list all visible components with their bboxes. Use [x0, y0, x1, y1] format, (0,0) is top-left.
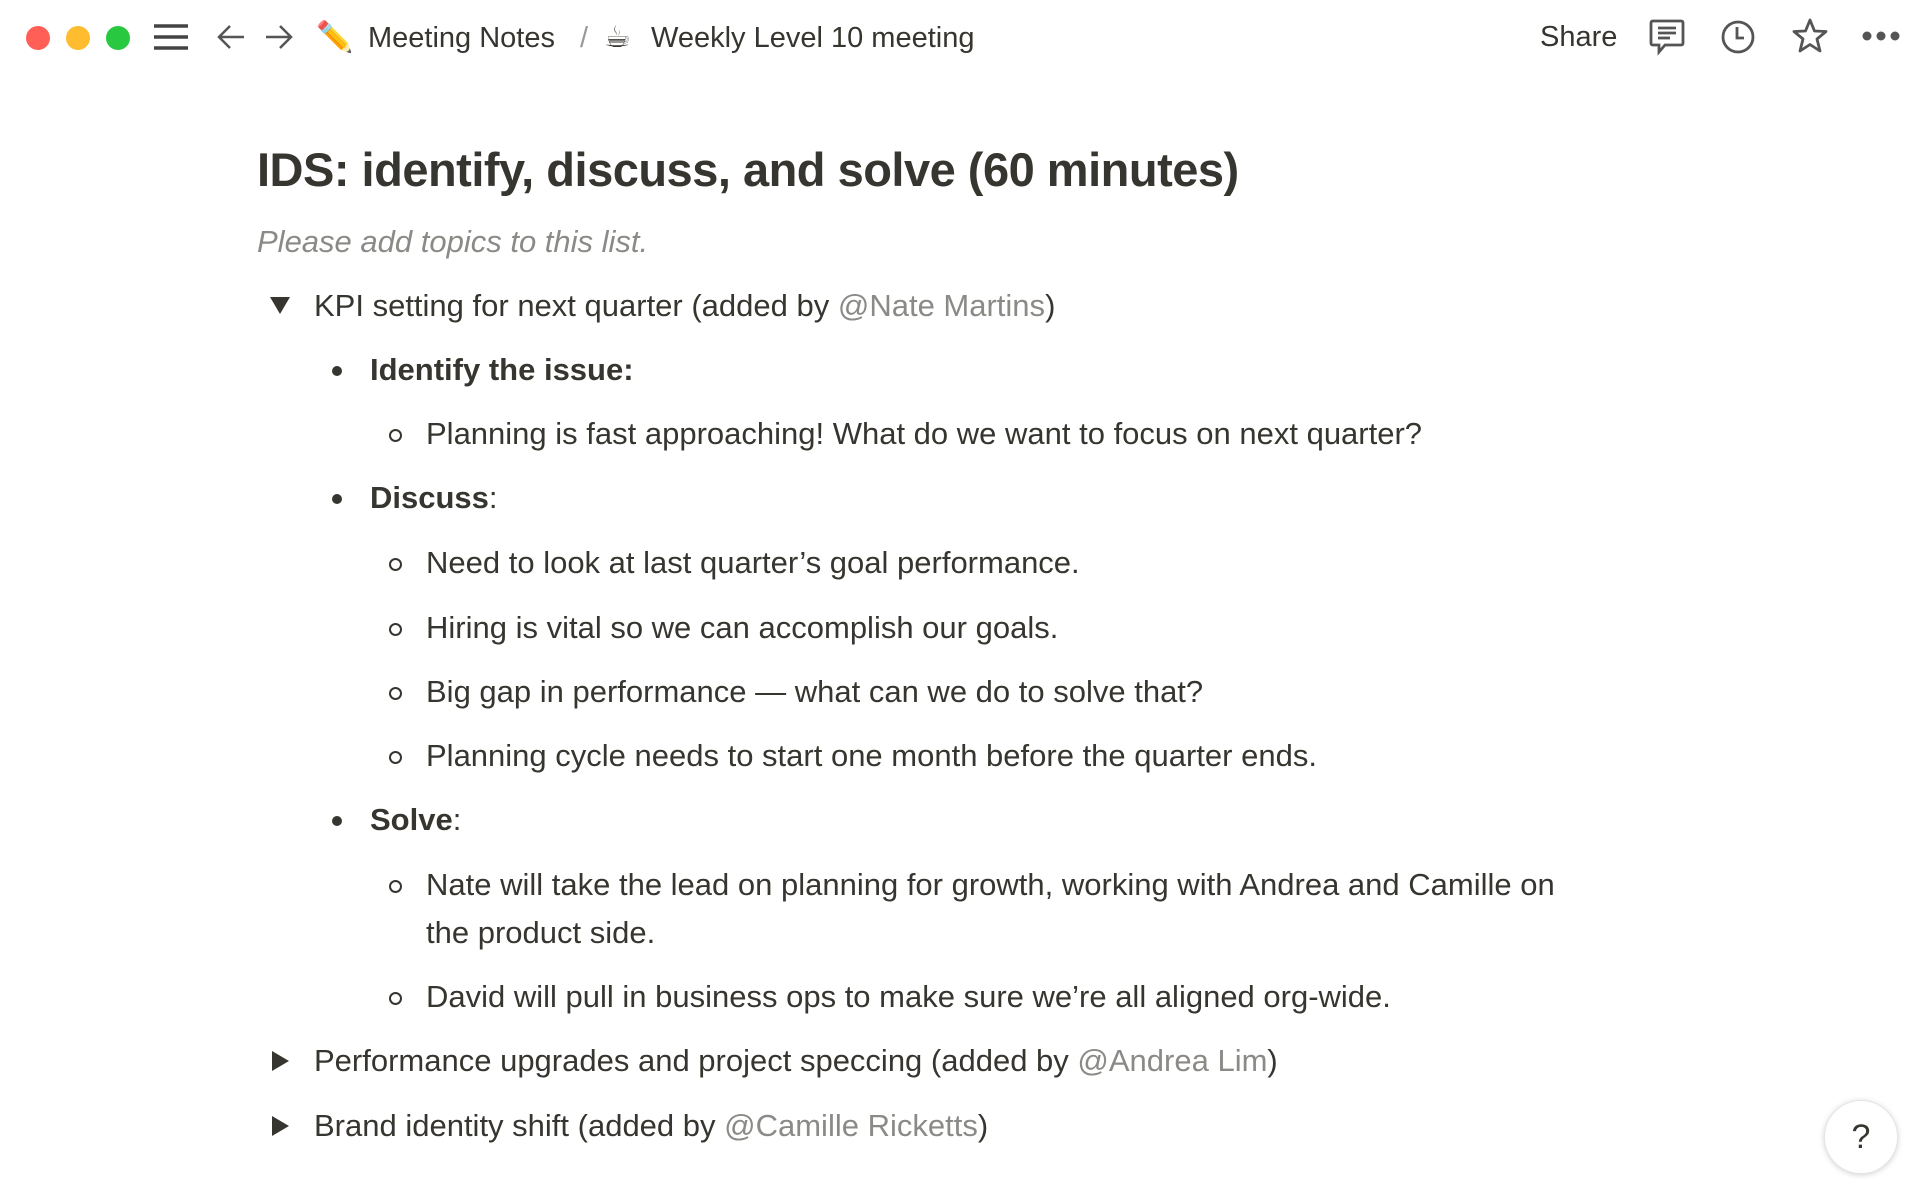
mention-andrea-lim[interactable]: @Andrea Lim: [1077, 1043, 1268, 1078]
toggle-text-end: ): [977, 1108, 989, 1143]
list-item: Nate will take the lead on planning for growth, working with Andrea and Camille on: [426, 867, 1555, 902]
toggle-collapse-icon[interactable]: [270, 297, 290, 314]
toggle-brand-identity[interactable]: [314, 1106, 988, 1146]
more-options-icon[interactable]: [1862, 29, 1900, 43]
breadcrumb-weekly-meeting[interactable]: Weekly Level 10 meeting: [651, 22, 975, 54]
toggle-expand-icon[interactable]: [272, 1116, 289, 1136]
mention-nate-martins[interactable]: @Nate Martins: [837, 288, 1046, 323]
toggle-text: KPI setting for next quarter (added by: [314, 288, 838, 323]
close-window-button[interactable]: [26, 26, 50, 50]
pencil-icon: ✏️: [316, 21, 354, 54]
bullet-icon: [332, 494, 342, 504]
list-item-identify: Identify the issue:: [370, 352, 634, 387]
circle-bullet-icon: [389, 623, 402, 636]
bullet-icon: [332, 366, 342, 376]
back-arrow-icon[interactable]: [216, 22, 246, 52]
list-item: Planning cycle needs to start one month before the quarter ends.: [426, 738, 1317, 773]
circle-bullet-icon: [389, 429, 402, 442]
page-subtitle: Please add topics to this list.: [257, 224, 649, 259]
list-item: Planning is fast approaching! What do we want to focus on next quarter?: [426, 416, 1423, 451]
comment-icon[interactable]: [1648, 18, 1686, 56]
toggle-kpi-setting[interactable]: [314, 286, 1055, 326]
help-button[interactable]: ?: [1824, 1100, 1898, 1174]
list-item: David will pull in business ops to make sure we’re all aligned org-wide.: [426, 979, 1391, 1014]
minimize-window-button[interactable]: [66, 26, 90, 50]
circle-bullet-icon: [389, 687, 402, 700]
list-item-solve: Solve:: [370, 802, 462, 837]
circle-bullet-icon: [389, 558, 402, 571]
list-item: Hiring is vital so we can accomplish our goals.: [426, 610, 1059, 645]
toggle-performance-upgrades[interactable]: [314, 1041, 1278, 1081]
toggle-expand-icon[interactable]: [272, 1051, 289, 1071]
toggle-text: Performance upgrades and project speccing (added by: [314, 1043, 1078, 1078]
page-heading: IDS: identify, discuss, and solve (60 minutes): [257, 143, 1239, 196]
toggle-text: Brand identity shift (added by: [314, 1108, 725, 1143]
toggle-text-end: ): [1267, 1043, 1278, 1078]
breadcrumb-meeting-notes[interactable]: Meeting Notes: [368, 22, 555, 54]
share-button[interactable]: Share: [1540, 21, 1618, 53]
circle-bullet-icon: [389, 880, 402, 893]
list-item: Big gap in performance — what can we do to solve that?: [426, 674, 1204, 709]
menu-icon[interactable]: [154, 23, 188, 51]
list-item-discuss: Discuss:: [370, 480, 498, 515]
list-item: Need to look at last quarter’s goal performance.: [426, 545, 1080, 580]
circle-bullet-icon: [389, 992, 402, 1005]
breadcrumb-separator: /: [580, 22, 589, 54]
forward-arrow-icon[interactable]: [264, 22, 294, 52]
list-item-continuation: the product side.: [426, 915, 656, 950]
circle-bullet-icon: [389, 751, 402, 764]
mention-camille-ricketts[interactable]: @Camille Ricketts: [724, 1108, 978, 1143]
bullet-icon: [332, 816, 342, 826]
star-icon[interactable]: [1791, 17, 1829, 55]
maximize-window-button[interactable]: [106, 26, 130, 50]
toggle-text-end: ): [1045, 288, 1056, 323]
coffee-icon: ☕: [604, 21, 631, 54]
history-clock-icon[interactable]: [1720, 19, 1756, 55]
